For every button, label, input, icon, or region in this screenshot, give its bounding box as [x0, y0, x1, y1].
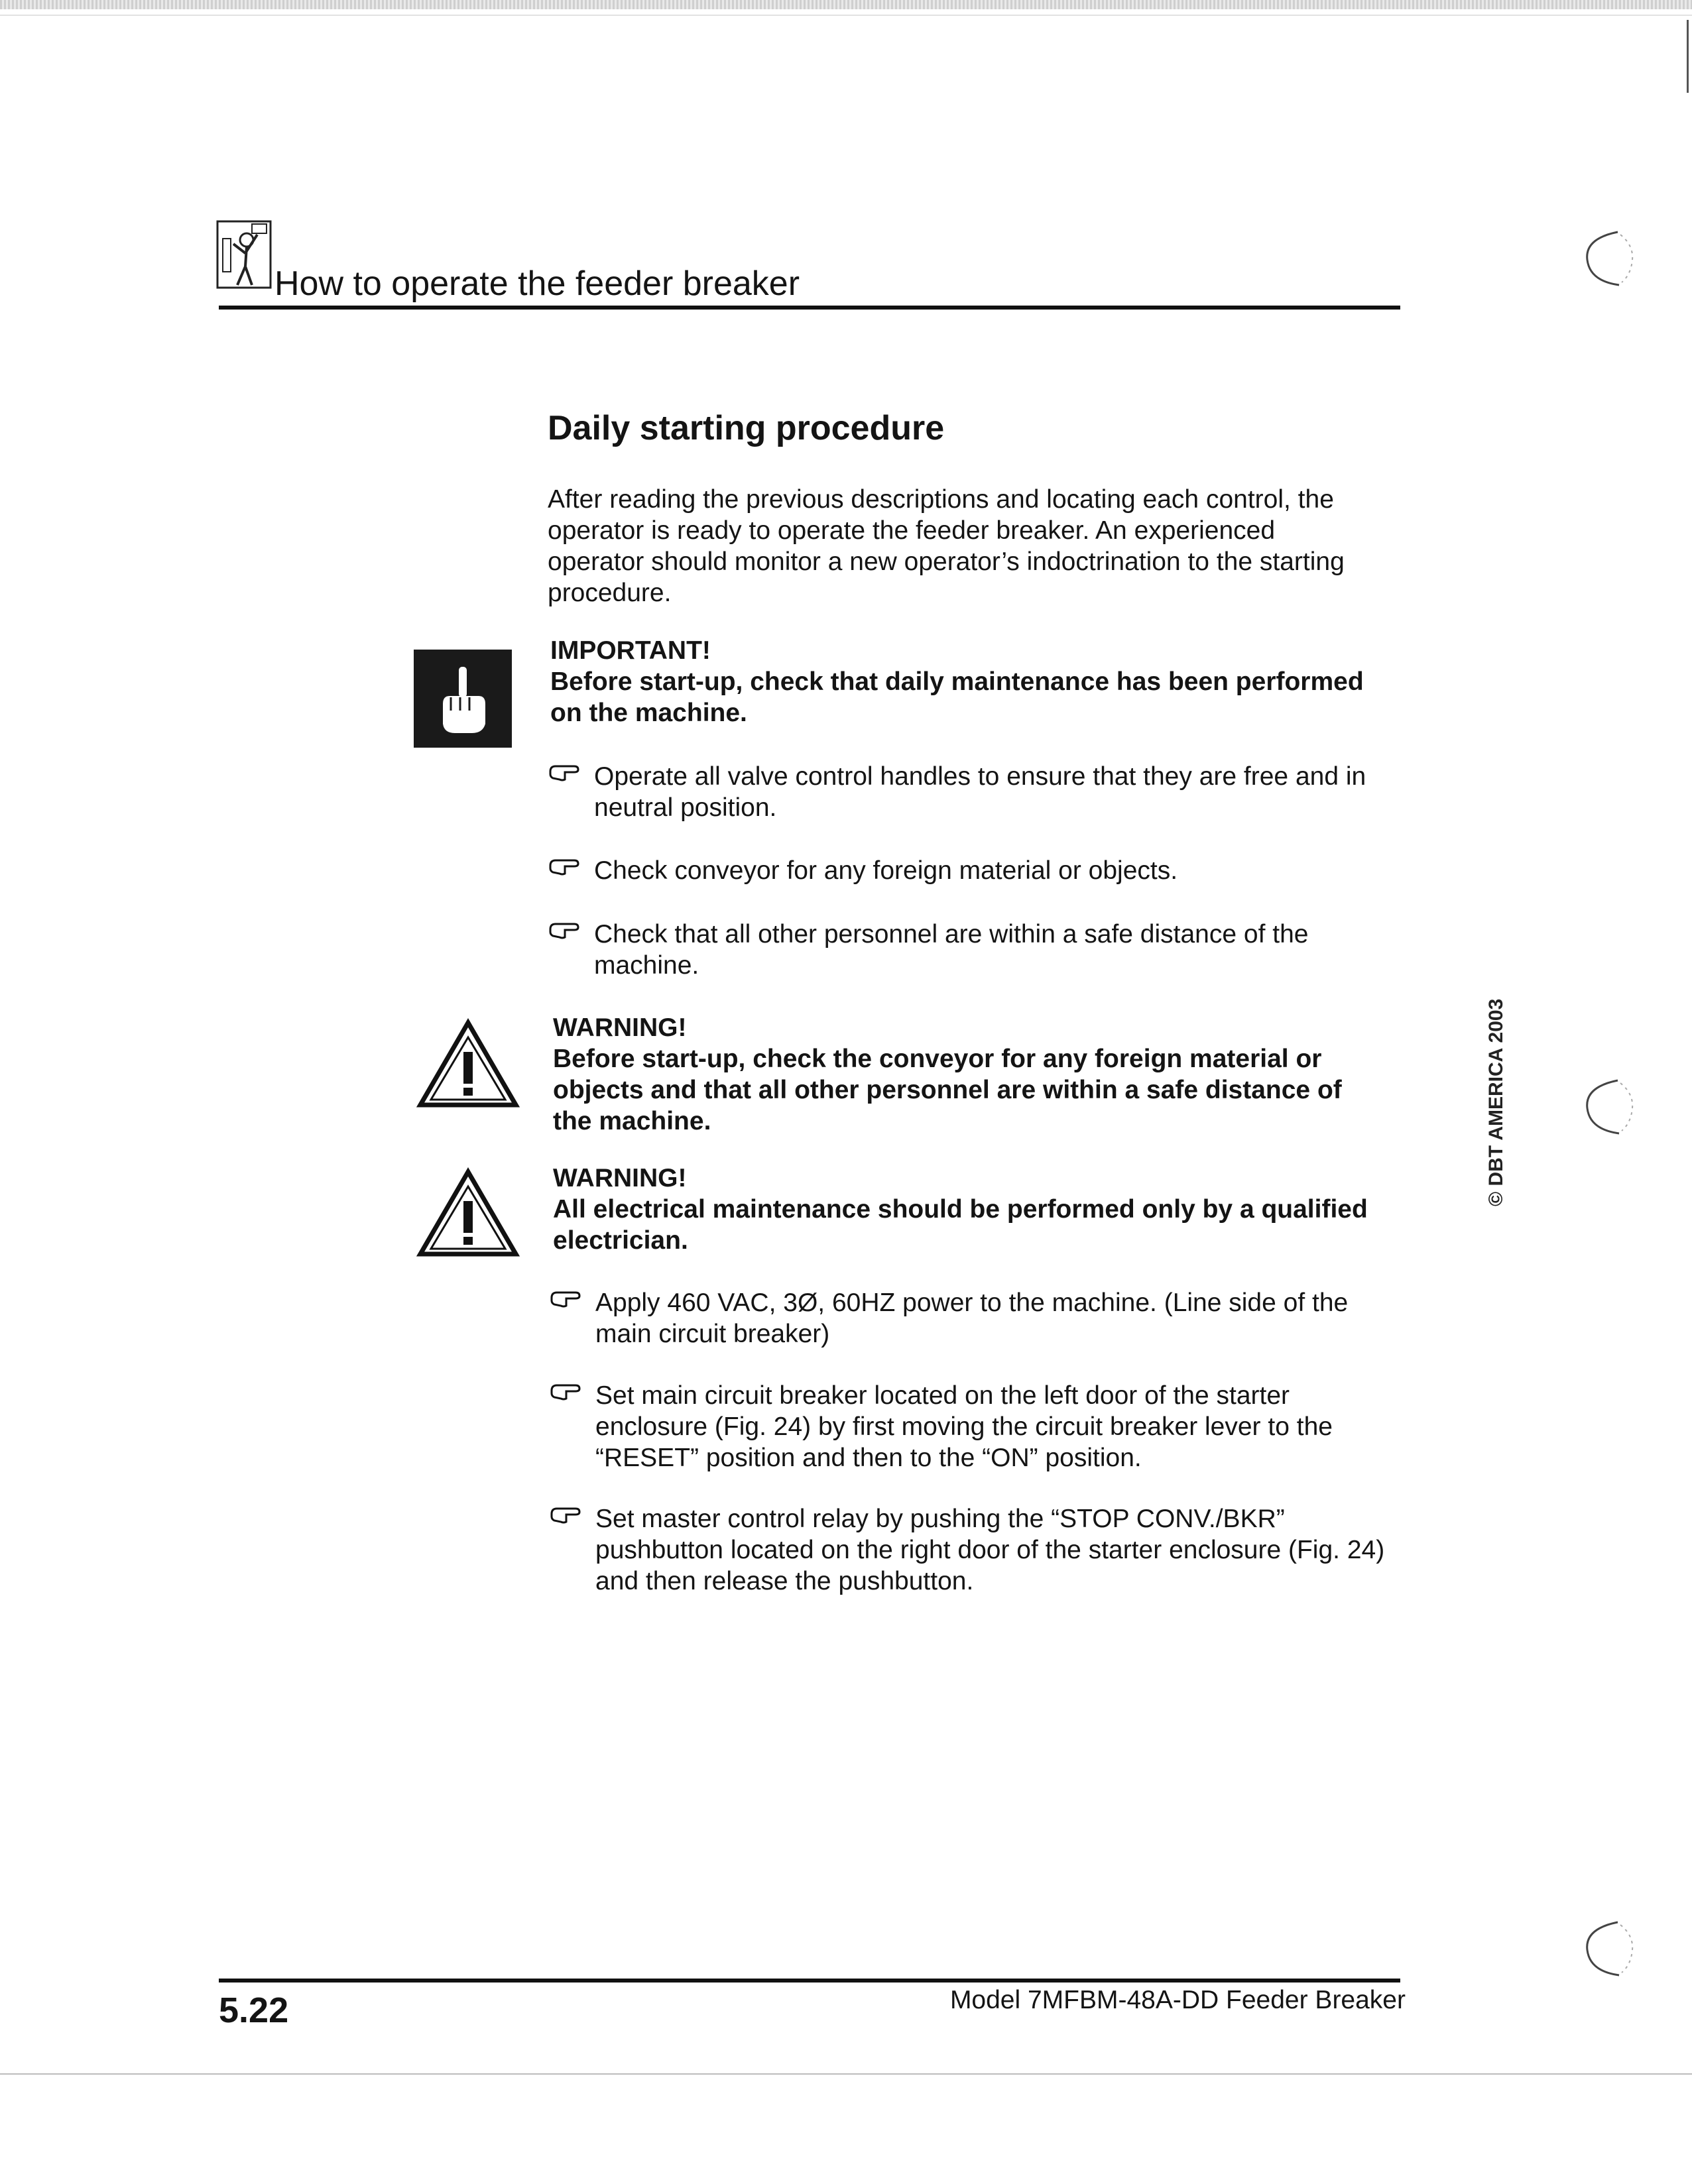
copyright-notice: © DBT AMERICA 2003 [1485, 998, 1507, 1206]
punch-hole-icon [1578, 1916, 1638, 1982]
scan-right-edge [1687, 20, 1689, 93]
punch-hole-icon [1578, 225, 1638, 292]
warning-notice [553, 1012, 1342, 1137]
intro-paragraph [548, 484, 1410, 608]
warning-notice [553, 1163, 1368, 1256]
pointing-hand-icon [548, 920, 579, 940]
list-item-text: “RESET” position and then to the “ON” position. [595, 1444, 1142, 1472]
pointing-hand-icon [549, 1505, 581, 1524]
warning-line: electrician. [553, 1226, 688, 1255]
intro-line: After reading the previous descriptions and locating each control, the [548, 485, 1334, 514]
warning-label: WARNING! [553, 1164, 687, 1192]
operator-start-icon [213, 219, 273, 298]
important-line: on the machine. [550, 699, 747, 727]
warning-triangle-icon [415, 1017, 521, 1110]
scan-top-border [0, 0, 1692, 9]
warning-line: Before start-up, check the conveyor for any foreign material or [553, 1045, 1322, 1073]
intro-line: procedure. [548, 579, 672, 607]
warning-label: WARNING! [553, 1013, 687, 1042]
page-number: 5.22 [219, 1990, 289, 2030]
scan-bottom-edge [0, 2073, 1692, 2075]
intro-line: operator is ready to operate the feeder breaker. An experienced [548, 516, 1276, 545]
scan-top-line [0, 15, 1692, 16]
warning-line: objects and that all other personnel are within a safe distance of [553, 1076, 1342, 1104]
list-item-text: Set master control relay by pushing the “STOP CONV./BKR” [595, 1505, 1285, 1533]
list-item-text: machine. [594, 951, 699, 980]
section-title-rule [219, 306, 1400, 310]
important-notice [550, 635, 1364, 728]
important-hand-icon [414, 650, 512, 748]
warning-triangle-icon [415, 1167, 521, 1259]
list-item-text: and then release the pushbutton. [595, 1567, 974, 1595]
list-item-text: Apply 460 VAC, 3Ø, 60HZ power to the machine. (Line side of the [595, 1289, 1349, 1317]
list-item-text: Set main circuit breaker located on the left door of the starter [595, 1381, 1290, 1410]
footer-model: Model 7MFBM-48A-DD Feeder Breaker [949, 1986, 1406, 2014]
section-title: How to operate the feeder breaker [274, 264, 800, 303]
important-line: Before start-up, check that daily maintenance has been performed [550, 667, 1364, 696]
list-item-text: Operate all valve control handles to ensure that they are free and in [594, 762, 1366, 791]
list-item-text: pushbutton located on the right door of the starter enclosure (Fig. 24) [595, 1536, 1385, 1564]
footer-rule [219, 1979, 1400, 1983]
list-item-text: Check conveyor for any foreign material or objects. [594, 856, 1178, 885]
list-item-text: enclosure (Fig. 24) by first moving the circuit breaker lever to the [595, 1412, 1333, 1441]
list-item-text: neutral position. [594, 793, 777, 822]
pointing-hand-icon [549, 1381, 581, 1401]
pointing-hand-icon [548, 856, 579, 876]
punch-hole-icon [1578, 1074, 1638, 1140]
list-item-text: Check that all other personnel are within a safe distance of the [594, 920, 1309, 948]
intro-line: operator should monitor a new operator’s indoctrination to the starting [548, 547, 1345, 576]
pointing-hand-icon [548, 762, 579, 782]
list-item-text: main circuit breaker) [595, 1320, 830, 1348]
warning-line: the machine. [553, 1107, 711, 1135]
pointing-hand-icon [549, 1289, 581, 1308]
warning-line: All electrical maintenance should be performed only by a qualified [553, 1195, 1368, 1224]
important-label: IMPORTANT! [550, 636, 711, 665]
page-heading: Daily starting procedure [548, 409, 945, 447]
